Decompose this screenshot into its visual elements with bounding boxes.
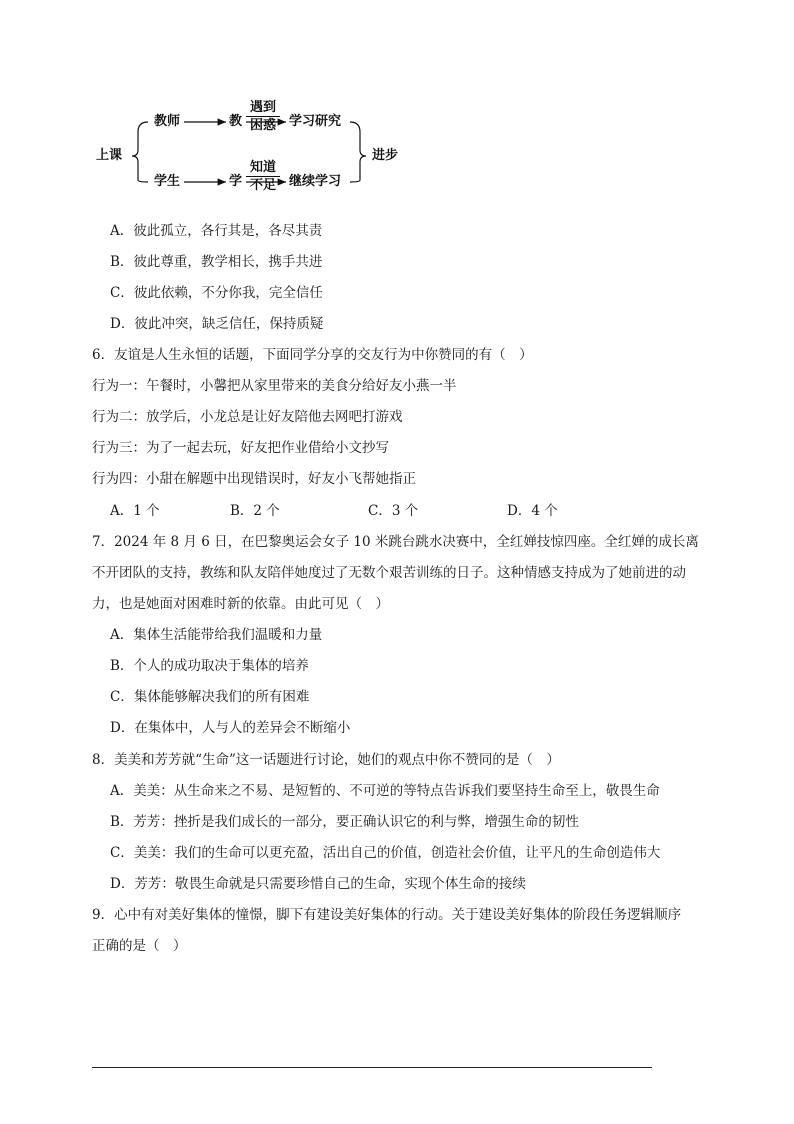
diagram-bottom-frac-num: 知道 [249, 160, 276, 175]
q6-behavior-1: 行为一：午餐时，小馨把从家里带来的美食分给好友小燕一半 [92, 378, 457, 394]
footer-divider [92, 1067, 652, 1068]
diagram-top-frac-num: 遇到 [249, 100, 276, 115]
diagram-top-end: 学习研究 [289, 114, 342, 129]
q6-behavior-3: 行为三：为了一起去玩，好友把作业借给小文抄写 [92, 440, 389, 456]
q5-option-b: B．彼此尊重，教学相长，携手共进 [110, 254, 323, 270]
q5-option-a: A．彼此孤立，各行其是，各尽其责 [110, 223, 323, 239]
diagram-top-fraction [246, 100, 280, 133]
diagram-bottom-frac-den: 不足 [249, 178, 276, 193]
q7-stem-line-2: 不开团队的支持，教练和队友陪伴她度过了无数个艰苦训练的日子。这种情感支持成为了她前进的动 [92, 565, 686, 581]
q7-option-b: B．个人的成功取决于集体的培养 [110, 658, 309, 674]
q6-option-c: C．3 个 [368, 503, 419, 519]
q7-stem-line-3: 力，也是她面对困难时新的依靠。由此可见（ ） [92, 596, 389, 612]
q8-option-b: B．芳芳：挫折是我们成长的一部分，要正确认识它的利与弊，增强生命的韧性 [110, 814, 579, 830]
q7-option-a: A．集体生活能带给我们温暖和力量 [110, 627, 323, 643]
diagram-top-start: 教师 [154, 114, 181, 129]
diagram-top-mid: 教 [229, 114, 243, 129]
diagram-bottom-fraction [246, 160, 280, 193]
q9-stem-line-2: 正确的是（ ） [92, 938, 187, 954]
diagram-bottom-end: 继续学习 [289, 174, 342, 189]
diagram-bottom-mid: 学 [229, 174, 243, 189]
q6-behavior-4: 行为四：小甜在解题中出现错误时，好友小飞帮她指正 [92, 471, 416, 487]
diagram-top-frac-den: 困惑 [249, 118, 276, 133]
q8-option-a: A．美美：从生命来之不易、是短暂的、不可逆的等特点告诉我们要坚持生命至上，敬畏生命 [110, 783, 660, 799]
right-brace [350, 122, 366, 182]
q6-behavior-2: 行为二：放学后，小龙总是让好友陪他去网吧打游戏 [92, 409, 403, 425]
diagram-bottom-start: 学生 [154, 174, 181, 189]
q8-option-d: D．芳芳：敬畏生命就是只需要珍惜自己的生命，实现个体生命的接续 [110, 876, 526, 892]
q6-option-d: D．4 个 [507, 503, 558, 519]
q7-option-d: D．在集体中，人与人的差异会不断缩小 [110, 720, 351, 736]
q6-stem: 6．友谊是人生永恒的话题，下面同学分享的交友行为中你赞同的有（ ） [92, 347, 533, 363]
diagram-left-label: 上课 [96, 148, 123, 163]
q6-option-b: B．2 个 [230, 503, 280, 519]
q5-option-c: C．彼此依赖，不分你我，完全信任 [110, 285, 323, 301]
q9-stem-line-1: 9．心中有对美好集体的憧憬，脚下有建设美好集体的行动。关于建设美好集体的阶段任务逻辑顺序 [92, 907, 682, 923]
teacher-student-diagram [96, 100, 426, 200]
q7-option-c: C．集体能够解决我们的所有困难 [110, 689, 310, 705]
q5-option-d: D．彼此冲突，缺乏信任，保持质疑 [110, 316, 324, 332]
left-brace [132, 122, 148, 182]
q7-stem-line-1: 7．2024 年 8 月 6 日，在巴黎奥运会女子 10 米跳台跳水决赛中，全红婵技惊四座。全红婵的成长离 [92, 534, 699, 550]
q8-stem: 8．美美和芳芳就“生命”这一话题进行讨论，她们的观点中你不赞同的是（ ） [92, 752, 560, 768]
diagram-right-label: 进步 [372, 148, 399, 163]
q6-option-a: A．1 个 [110, 503, 160, 519]
q8-option-c: C．美美：我们的生命可以更充盈，活出自己的价值，创造社会价值，让平凡的生命创造伟大 [110, 845, 661, 861]
